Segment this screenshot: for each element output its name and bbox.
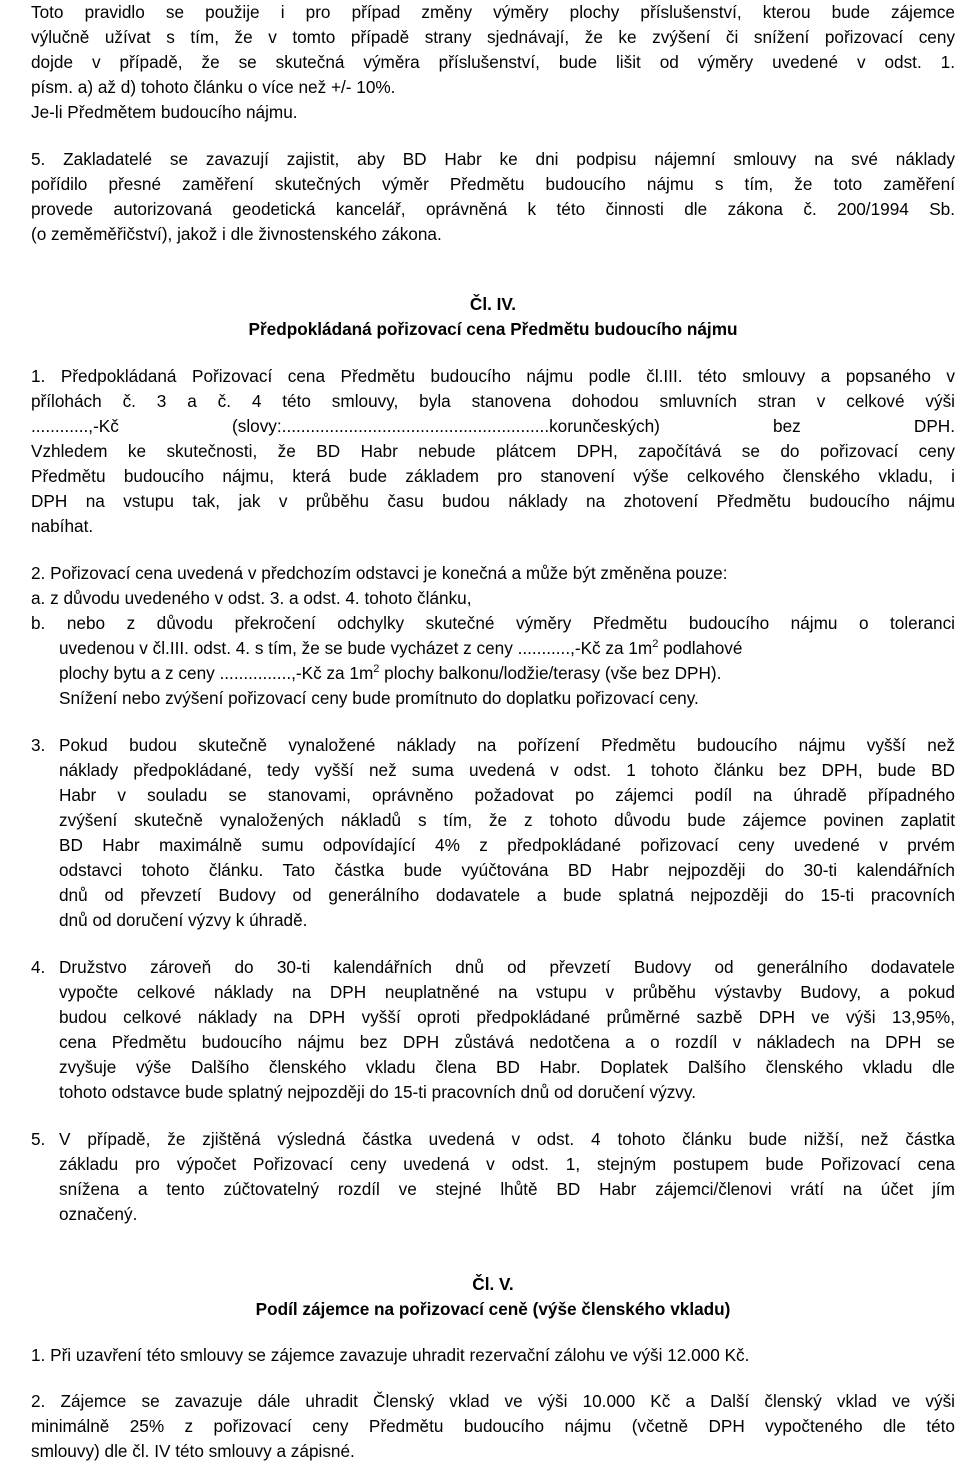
article-title: Předpokládaná pořizovací cena Předmětu budoucího nájmu xyxy=(248,319,738,339)
list-item: b. nebo z důvodu překročení odchylky skutečné výměry Předmětu budoucího nájmu o toleranci xyxy=(31,613,955,633)
text-line: ............,-Kč (slovy:........................................................korunčeských) bez DPH. xyxy=(31,416,955,436)
text-line: budou celkové náklady na DPH vyšší oproti předpokládané průměrné sazbě DPH ve výši 13,95%, xyxy=(59,1007,955,1027)
text-line: BD Habr maximálně sumu odpovídající 4% z předpokládané pořizovací ceny uvedené v prvém xyxy=(59,835,955,855)
text-line: Vzhledem ke skutečnosti, že BD Habr nebude plátcem DPH, započítává se do pořizovací ceny xyxy=(31,441,955,461)
text-line: smlouvy) dle čl. IV této smlouvy a zápisné. xyxy=(31,1441,355,1461)
text-line: dnů od převzetí Budovy od generálního dodavatele a bude splatná nejpozději do 15-ti pracovních xyxy=(59,885,955,905)
text-line: Družstvo zároveň do 30-ti kalendářních dnů od převzetí Budovy od generálního dodavatele xyxy=(59,957,955,977)
text-line: 2. Pořizovací cena uvedená v předchozím odstavci je konečná a může být změněna pouze: xyxy=(31,563,728,583)
paragraph-number: 4. xyxy=(31,957,46,977)
text-line: základu pro výpočet Pořizovací ceny uvedená v odst. 1, stejným postupem bude Pořizovací cena xyxy=(59,1154,955,1174)
text-line: provede autorizovaná geodetická kancelář, oprávněná k této činnosti dle zákona č. 200/1994 Sb. xyxy=(31,199,955,219)
text-line: písm. a) až d) tohoto článku o více než +/- 10%. xyxy=(31,77,396,97)
text-span: podlahové xyxy=(658,638,743,658)
article-title: Podíl zájemce na pořizovací ceně (výše členského vkladu) xyxy=(255,1299,731,1319)
text-line: 5. Zakladatelé se zavazují zajistit, aby BD Habr ke dni podpisu nájemní smlouvy na své náklady xyxy=(31,149,955,169)
text-line: zvýšení skutečně vynaložených nákladů s tím, že z tohoto důvodu bude zájemce povinen zaplatit xyxy=(59,810,955,830)
text-line: minimálně 25% z pořizovací ceny Předmětu budoucího nájmu (včetně DPH vypočteného dle této xyxy=(31,1416,955,1436)
text-line: zvyšuje výše Dalšího členského vkladu člena BD Habr. Doplatek Dalšího členského vkladu dle xyxy=(59,1057,955,1077)
text-line: nabíhat. xyxy=(31,516,94,536)
text-line: Je-li Předmětem budoucího nájmu. xyxy=(31,102,298,122)
list-item: a. z důvodu uvedeného v odst. 3. a odst. 4. tohoto článku, xyxy=(31,588,472,608)
text-line: Toto pravidlo se použije i pro případ změny výměry plochy příslušenství, kterou bude zájemce xyxy=(31,2,955,22)
text-span: plochy bytu a z ceny ...............,-Kč za 1m xyxy=(59,663,374,683)
text-line: dojde v případě, že se skutečná výměra příslušenství, bude lišit od výměry uvedené v odst. 1. xyxy=(31,52,955,72)
text-span: plochy balkonu/lodžie/terasy (vše bez DPH). xyxy=(379,663,722,683)
paragraph-number: 3. xyxy=(31,735,46,755)
text-line: dnů od doručení výzvy k úhradě. xyxy=(59,910,308,930)
text-span: uvedenou v čl.III. odst. 4. s tím, že se bude vycházet z ceny ...........,-Kč za 1m xyxy=(59,638,653,658)
text-line: DPH na vstupu tak, jak v průběhu času budou náklady na zhotovení Předmětu budoucího nájmu xyxy=(31,491,955,511)
text-line: Předmětu budoucího nájmu, která bude základem pro stanovení výše celkového členského vkladu, i xyxy=(31,466,955,486)
text-line: cena Předmětu budoucího nájmu bez DPH zůstává nedotčena a o rozdíl v nákladech na DPH se xyxy=(59,1032,955,1052)
text-line: (o zeměměřičství), jakož i dle živnostenského zákona. xyxy=(31,224,442,244)
text-line: V případě, že zjištěná výsledná částka uvedená v odst. 4 tohoto článku bude nižší, než částka xyxy=(59,1129,955,1149)
text-line: pořídilo přesné zaměření skutečných výměr Předmětu budoucího nájmu s tím, že toto zaměření xyxy=(31,174,955,194)
text-line: 2. Zájemce se zavazuje dále uhradit Členský vklad ve výši 10.000 Kč a Další členský vklad ve výši xyxy=(31,1391,955,1411)
text-line: Snížení nebo zvýšení pořizovací ceny bude promítnuto do doplatku pořizovací ceny. xyxy=(59,688,699,708)
text-line: výlučně užívat s tím, že v tomto případě strany sjednávají, že ke zvýšení či snížení pořizovací ceny xyxy=(31,27,955,47)
text-line: přílohách č. 3 a č. 4 této smlouvy, byla stanovena dohodou smluvních stran v celkové výši xyxy=(31,391,955,411)
article-heading: Čl. IV. xyxy=(469,294,517,314)
text-line xyxy=(59,636,955,660)
paragraph-number: 5. xyxy=(31,1129,46,1149)
text-line: označený. xyxy=(59,1204,138,1224)
article-heading: Čl. V. xyxy=(472,1274,514,1294)
text-line: tohoto odstavce bude splatný nejpozději do 15-ti pracovních dnů od doručení výzvy. xyxy=(59,1082,696,1102)
text-line: vypočte celkové náklady na DPH neuplatněné na vstupu v průběhu výstavby Budovy, a pokud xyxy=(59,982,955,1002)
superscript: 2 xyxy=(373,663,380,675)
text-line: Habr v souladu se stanovami, oprávněno požadovat po zájemci podíl na úhradě případného xyxy=(59,785,955,805)
text-line: odstavci tohoto článku. Tato částka bude vyúčtována BD Habr nejpozději do 30-ti kalendářních xyxy=(59,860,955,880)
text-line: snížena a tento zúčtovatelný rozdíl ve stejné lhůtě BD Habr zájemci/členovi vrátí na účet jím xyxy=(59,1179,955,1199)
text-line: 1. Při uzavření této smlouvy se zájemce zavazuje uhradit rezervační zálohu ve výši 12.000 Kč. xyxy=(31,1345,750,1365)
text-line: Pokud budou skutečně vynaložené náklady na pořízení Předmětu budoucího nájmu vyšší než xyxy=(59,735,955,755)
text-line: náklady předpokládané, tedy vyšší než suma uvedená v odst. 1 tohoto článku bez DPH, bude BD xyxy=(59,760,955,780)
superscript: 2 xyxy=(652,638,659,650)
text-line: 1. Předpokládaná Pořizovací cena Předmětu budoucího nájmu podle čl.III. této smlouvy a popsaného v xyxy=(31,366,955,386)
text-line xyxy=(59,661,955,685)
